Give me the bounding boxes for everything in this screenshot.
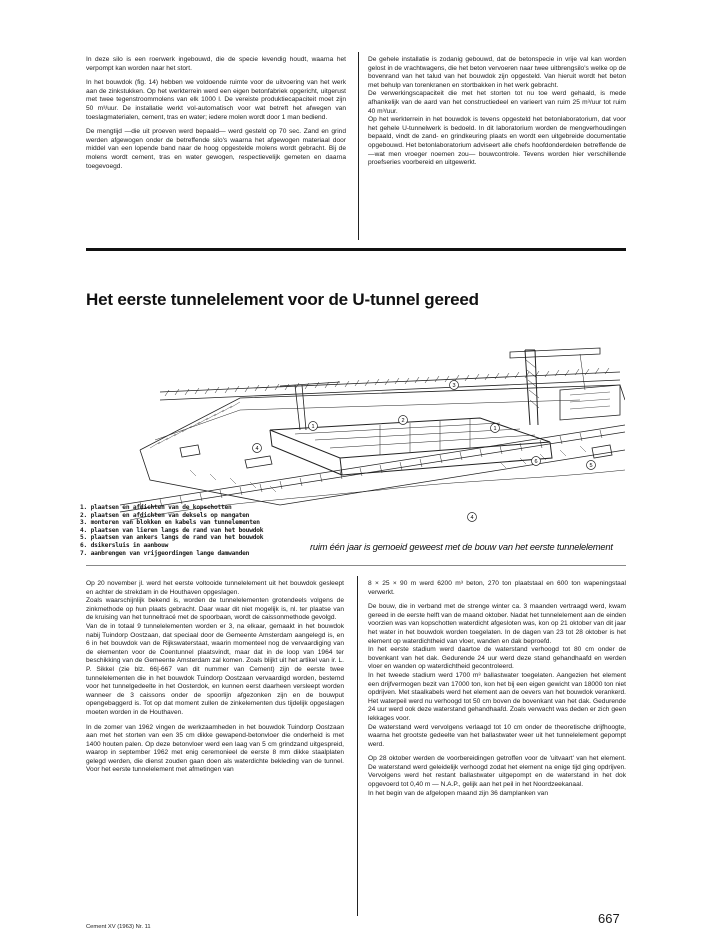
callout-2	[399, 416, 408, 425]
paragraph: De mengtijd —die uit proeven werd bepaald— werd gesteld op 70 sec. Zand en grind werden afgewogen onder de betreffende silo's waarna het afgewogen materiaal door middel van een lopende band naar de hoog opgestelde molens wordt gebracht. Bij de molens wordt cement, tras en water gewogen, respectievelijk gemeten en daarna toegevoegd.	[86, 128, 346, 170]
figure-caption: ruim één jaar is gemoeid geweest met de bouw van het eerste tunnelelement	[310, 542, 613, 552]
top-right-column	[368, 56, 626, 168]
callout-4-bottom	[468, 513, 477, 522]
paragraph: Op 28 oktober werden de voorbereidingen getroffen voor de 'uitvaart' van het element. De waterstand werd geleidelijk verhoogd zodat het element na enige tijd ging opdrijven. Vervolgens werd het restant ballastwater uitgepompt en de waterstand in het dok opgevoerd tot 0,40 m — N.A.P., gelijk aan het peil in het Noordzeekanaal.	[368, 755, 626, 789]
callout-3	[450, 381, 459, 390]
paragraph: In deze silo is een roerwerk ingebouwd, die de specie levendig houdt, waarna het verpompt kan worden naar het stort.	[86, 56, 346, 72]
callout-label: 3	[452, 383, 456, 389]
paragraph: De verwerkingscapaciteit die met het storten tot nu toe werd gehaald, is mede afhankelijk van de aard van het constructiedeel en varieert van ruim 25 m³/uur tot ruim 40 m³/uur.	[368, 90, 626, 115]
top-left-column	[86, 56, 346, 171]
paragraph: Van de in totaal 9 tunnelelementen worden er 3, na elkaar, gemaakt in het bouwdok nabij Tuindorp Oostzaan, dat speciaal door de Gemeente Amsterdam aangelegd is, en 6 in het bouwdok van de Rijkswaterstaat, waarin momenteel nog de vervaardiging van de elementen voor de Coentunnel plaatsvindt, maar dat in de loop van 1964 ter beschikking van de Gemeente Amsterdam zal komen. Zoals blijkt uit het artikel van ir. L. P. Sikkel (zie blz. 66|-667 van dit nummer van Cement) zijn de eerste twee tunnelelementen die in het bouwdok Tuindorp Oostzaan vervaardigd worden, bestemd voor het tunnelgedeelte in het Oosterdok, en kunnen eerst daarheen versleept worden wanneer de 3 caissons onder de spoorlijn afgezonken zijn en de bouwput opengebaggerd is. Tot op dat moment zullen de zinkelementen dus tijdelijk opgeslagen moeten worden in de Houthaven.	[86, 622, 344, 716]
callout-label: 4	[470, 515, 474, 521]
paragraph: In de zomer van 1962 vingen de werkzaamheden in het bouwdok Tuindorp Oostzaan aan met het storten van een 35 cm dikke gewapend-betonvloer die onderheid is met 1400 houten palen. Op deze betonvloer werd een laag van 5 cm grindzand uitgespreid, waarop in september 1962 met enig ceremonieel de eerste 8 mm dikke staalplaten gelegd werden, die dienst zouden gaan doen als waterdichte bekleding van de tunnel. Voor het eerste tunnelelement met afmetingen van	[86, 723, 344, 774]
paragraph: In het eerste stadium werd daartoe de waterstand verhoogd tot 80 cm onder de bovenkant van het dak. Gedurende 24 uur werd deze stand gehandhaafd en werden vloer en wanden op waterdichtheid gecontroleerd.	[368, 646, 626, 671]
legend-item: 2. plaatsen en afdichten van deksels op mangaten	[80, 511, 250, 519]
callout-1-right	[491, 424, 500, 433]
legend-item: 4. plaatsen van lieren langs de rand van het bouwdok	[80, 526, 264, 534]
legend-item: 5. plaatsen van ankers langs de rand van het bouwdok	[80, 534, 264, 542]
paragraph: De gehele installatie is zodanig gebouwd, dat de betonspecie in vrije val kan worden gelost in de vrachtwagens, die het beton vervoeren naar twee uitbrengsilo's welke op de bovenrand van het talud van het bouwdok zijn opgesteld. Van hieruit wordt het beton met behulp van torenkranen en stortbakken in het werk gebracht.	[368, 56, 626, 89]
legend-item: 6. dsikersluis in aanbouw	[80, 541, 169, 549]
paragraph: Op het werkterrein in het bouwdok is tevens opgesteld het betonlaboratorium, dat voor het gehele U-tunnelwerk is bedoeld. In dit laboratorium worden de mengverhoudingen bepaald, vindt de zand- en grindkeuring plaats en wordt een uitgebreide documentatie opgebouwd. Het betonlaboratorium adviseert alle chefs hoofdonderdelen betreffende de —wat men vroeger noemen zou— bouwcontrole. Tevens worden hier verschillende proefseries voorbereid en uitgewerkt.	[368, 116, 626, 167]
paragraph: De waterstand werd vervolgens verlaagd tot 10 cm onder de theoretische drijfhoogte, waarna het grootste gedeelte van het ballastwater weer uit het tunnelelement gepompt werd.	[368, 723, 626, 748]
callout-5	[587, 461, 596, 470]
callout-label: 1	[493, 426, 497, 432]
figure-legend	[80, 504, 263, 557]
column-divider	[357, 576, 358, 916]
page-number: 667	[598, 911, 620, 926]
article-left-column	[86, 580, 344, 775]
legend-item: 1. plaatsen en afdichten van de kopschotten	[80, 504, 232, 511]
callout-1-left	[309, 422, 318, 431]
callout-label: 2	[401, 418, 405, 424]
section-rule	[86, 248, 626, 251]
article-title: Het eerste tunnelelement voor de U-tunnel gereed	[86, 290, 479, 309]
journal-footer: Cement XV (1963) Nr. 11	[86, 924, 151, 930]
paragraph: Zoals waarschijnlijk bekend is, worden de tunnelelementen grotendeels volgens de zinkmethode op hun plaats gebracht. Daar waar dit niet mogelijk is, nl. ter plaatse van de kruising van het tunneltracé met de spoorbaan, wordt de caissonmethode gevolgd.	[86, 597, 344, 622]
paragraph: In het tweede stadium werd 1700 m³ ballastwater toegelaten. Aangezien het element een drijfvermogen bezit van 17000 ton, kon het bij een eigen gewicht van 18000 ton niet opdrijven. Met staalkabels werd het element aan de oevers van het bouwdok verankerd. Het waterpeil werd nu verhoogd tot 50 cm boven de bovenkant van het dak. Gedurende 24 uur werd ook deze waterstand gehandhaafd. Zoals verwacht was deden er zich geen lekkages voor.	[368, 671, 626, 722]
callout-6	[532, 457, 541, 466]
paragraph: In het bouwdok (fig. 14) hebben we voldoende ruimte voor de uitvoering van het werk aan de zinkstukken. Op het werkterrein werd een eigen betonfabriek opgericht, uitgerust met twee tegenstroommolens van elk 1000 l. De vereiste produktiecapaciteit moet zijn 50 m³/uur. De installatie werkt vol-automatisch voor wat betreft het afwegen van toeslagmaterialen, cement, tras en water; iedere molen wordt door 1 man bediend.	[86, 79, 346, 121]
legend-item: 3. monteren van blokken en kabels van tunnelementen	[80, 519, 260, 527]
figure-bottom-rule	[86, 565, 626, 566]
article-right-column	[368, 580, 626, 798]
callout-label: 1	[311, 424, 315, 430]
callout-label: 6	[534, 459, 538, 465]
legend-item: 7. aanbrengen van vrijgeordingen lange damwanden	[80, 549, 250, 557]
paragraph: Op 20 november jl. werd het eerste voltooide tunnelelement uit het bouwdok gesleept en achter de strekdam in de Houthaven opgeslagen.	[86, 580, 344, 596]
paragraph: 8 × 25 × 90 m werd 6200 m³ beton, 270 ton plaatstaal en 600 ton wapeningstaal verwerkt.	[368, 580, 626, 596]
paragraph: In het begin van de afgelopen maand zijn 36 damplanken van	[368, 789, 548, 797]
callout-label: 5	[589, 463, 593, 469]
paragraph: De bouw, die in verband met de strenge winter ca. 3 maanden vertraagd werd, kwam gereed in de eerste helft van de maand oktober. Nadat het tunnelelement aan de einden voorzien was van kopschotten waterdicht afgesloten was, kon op 21 oktober van dit jaar het water in het bouwdok worden toegelaten. In de dagen van 23 tot 28 oktober is het element op waterdichtheid van vloer, wanden en dak beproefd.	[368, 603, 626, 645]
column-divider	[358, 52, 359, 240]
callout-label: 4	[255, 446, 259, 452]
callout-4-left	[253, 444, 262, 453]
